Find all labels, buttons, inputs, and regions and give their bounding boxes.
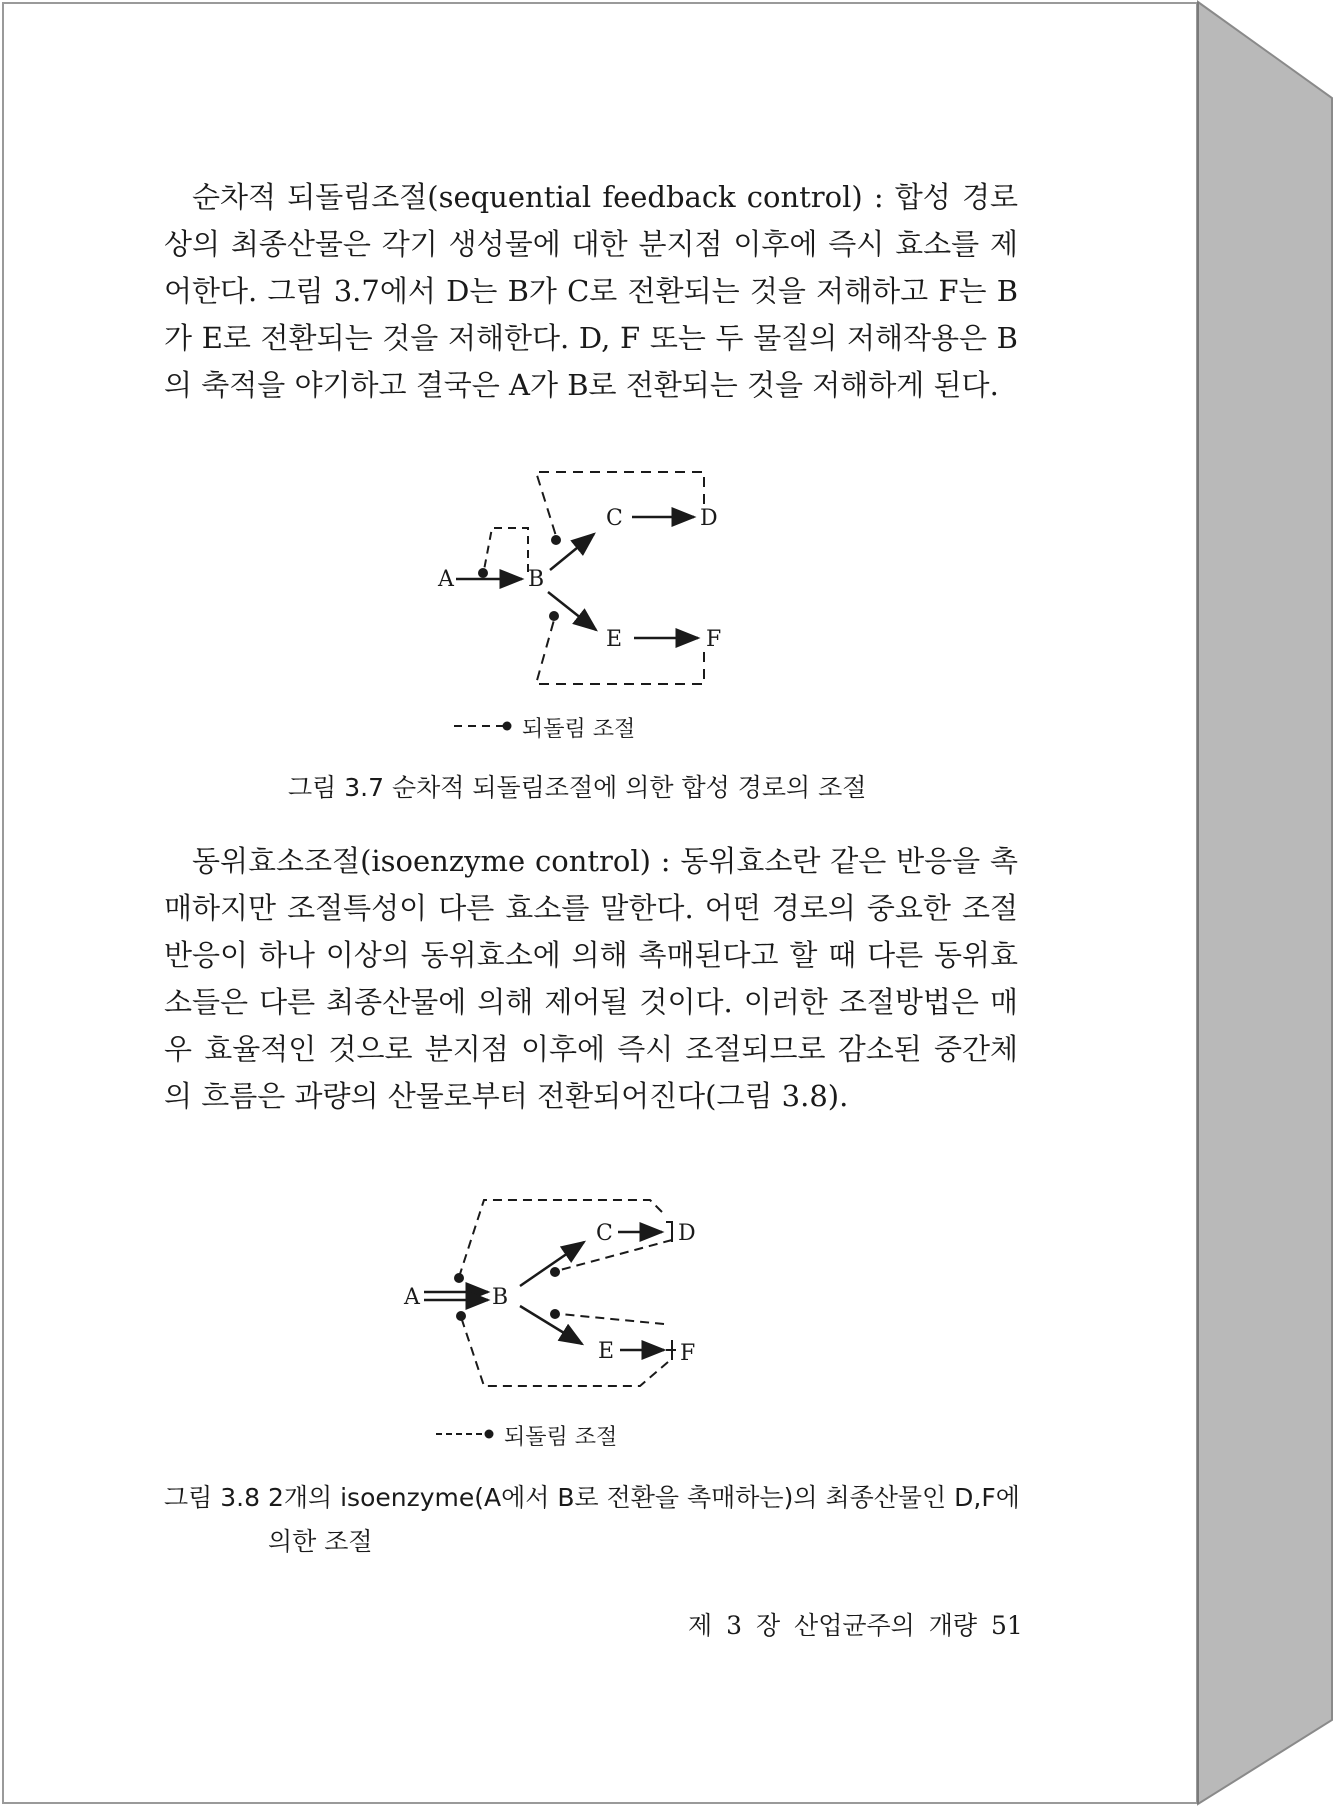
- arrow-b-e: [548, 592, 596, 630]
- node-a: A: [438, 567, 454, 592]
- node-e: E: [598, 1339, 615, 1364]
- arrow-b-c: [520, 1242, 584, 1286]
- page-footer: 제 3 장 산업균주의 개량 51: [688, 1611, 1023, 1640]
- node-b: B: [492, 1285, 509, 1310]
- feedback-f-to-b: [560, 1314, 664, 1324]
- feedback-b: [484, 528, 528, 572]
- legend-dash-icon-1: [452, 716, 514, 736]
- node-d: D: [700, 506, 718, 531]
- figure-3-8-diagram: [400, 1190, 720, 1400]
- legend-dash-icon-2: [434, 1424, 496, 1444]
- figure-3-8-legend: 되돌림 조절: [504, 1425, 618, 1450]
- figure-3-7-diagram: [420, 462, 740, 702]
- node-e: E: [606, 627, 623, 652]
- feedback-f-to-a: [462, 1320, 668, 1386]
- node-f: F: [706, 627, 722, 652]
- feedback-d-to-a: [460, 1200, 662, 1274]
- feedback-d-to-b: [560, 1240, 672, 1270]
- figure-3-8-caption-line1: 그림 3.8 2개의 isoenzyme(A에서 B로 전환을 촉매하는)의 최종산물인 D,F에: [164, 1483, 1020, 1512]
- paragraph-isoenzyme-control: 동위효소조절(isoenzyme control) : 동위효소란 같은 반응을 촉매하지만 조절특성이 다른 효소를 말한다. 어떤 경로의 중요한 조절반응이 하나 이상의 동위효소에 의해 촉매된다고 할 때 다른 동위효소들은 다른 최종산물에 의해 제어될 것이다. 이러한 조절방법은 매우 효율적인 것으로 분지점 이후에 즉시 조절되므로 감소된 중간체의 흐름은 과량의 산물로부터 전환되어진다(그림 3.8).: [164, 844, 1018, 1113]
- node-d: D: [678, 1221, 696, 1246]
- figure-3-8-caption-line2: 의한 조절: [268, 1527, 373, 1556]
- node-a: A: [404, 1285, 420, 1310]
- node-c: C: [606, 506, 623, 531]
- node-b: B: [528, 567, 545, 592]
- node-f: F: [680, 1341, 696, 1366]
- figure-3-7-caption: 그림 3.7 순차적 되돌림조절에 의한 합성 경로의 조절: [288, 773, 867, 802]
- figure-3-7-legend: 되돌림 조절: [522, 717, 636, 742]
- node-c: C: [596, 1221, 613, 1246]
- paragraph-sequential-feedback: 순차적 되돌림조절(sequential feedback control) : 합성 경로상의 최종산물은 각기 생성물에 대한 분지점 이후에 즉시 효소를 제어한다. 그림 3.7에서 D는 B가 C로 전환되는 것을 저해하고 F는 B가 E로 전환되는 것을 저해한다. D, F 또는 두 물질의 저해작용은 B의 축적을 야기하고 결국은 A가 B로 전환되는 것을 저해하게 된다.: [164, 180, 1018, 402]
